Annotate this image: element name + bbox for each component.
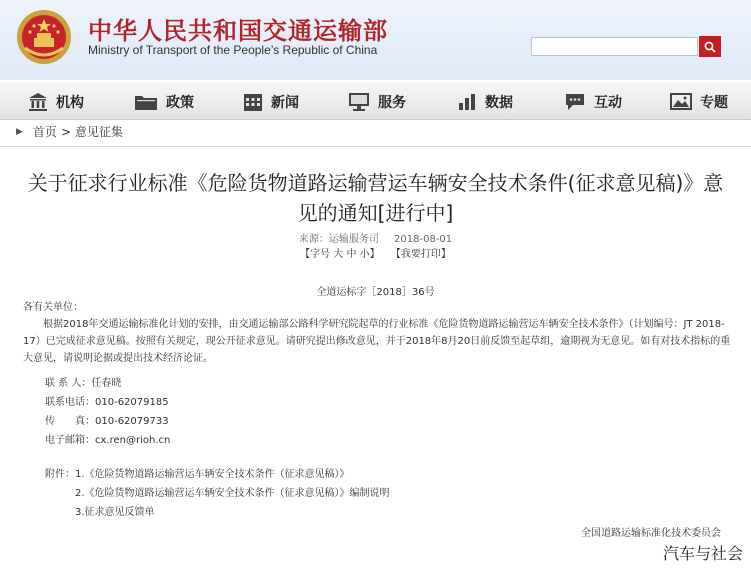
nav-label: 互动 bbox=[594, 95, 622, 111]
print-link[interactable]: 【我要打印】 bbox=[390, 249, 451, 260]
divider bbox=[0, 146, 751, 147]
nav-item-institution[interactable] bbox=[28, 90, 84, 114]
nav-label: 机构 bbox=[56, 95, 84, 111]
breadcrumb-home-link[interactable]: 首页 bbox=[32, 125, 57, 139]
chat-icon bbox=[564, 92, 586, 112]
building-icon bbox=[28, 92, 48, 112]
nav-label: 政策 bbox=[166, 95, 194, 111]
nav-label: 专题 bbox=[700, 95, 728, 111]
nav-item-policy[interactable] bbox=[134, 90, 194, 114]
issuer-signature: 全国道路运输标准化技术委员会 bbox=[581, 528, 721, 539]
national-emblem-icon[interactable] bbox=[15, 8, 73, 66]
nav-label: 数据 bbox=[485, 95, 513, 111]
breadcrumb-arrow-icon: ▶ bbox=[16, 126, 23, 137]
site-header bbox=[0, 0, 751, 80]
contact-phone: 联系电话：010-62079185 bbox=[45, 397, 169, 408]
site-subtitle: Ministry of Transport of the People’s Republic of China bbox=[88, 43, 378, 57]
site-title[interactable]: 中华人民共和国交通运输部 bbox=[88, 17, 388, 45]
monitor-icon bbox=[348, 92, 370, 112]
nav-item-data[interactable] bbox=[457, 90, 513, 114]
breadcrumb-separator: > bbox=[60, 124, 71, 139]
search-input[interactable] bbox=[531, 37, 698, 56]
font-size-toggle[interactable]: 【字号 大 中 小】 bbox=[300, 249, 380, 260]
salutation: 各有关单位： bbox=[23, 302, 83, 313]
article-source: 来源：运输服务司 bbox=[298, 234, 379, 245]
picture-icon bbox=[670, 92, 692, 112]
search-button[interactable] bbox=[699, 36, 721, 57]
calendar-grid-icon bbox=[243, 92, 263, 112]
breadcrumb-current-link[interactable]: 意见征集 bbox=[75, 125, 124, 139]
document-number: 全道运标字［2018］36号 bbox=[316, 287, 435, 298]
nav-item-interaction[interactable] bbox=[564, 90, 622, 114]
body-paragraph: 根据2018年交通运输标准化计划的安排，由交通运输部公路科学研究院起草的行业标准《危险货物道路运输营运车辆安全技术条件》（计划编号：JT 2018-17）已完成征求意见稿。按照有关规定，现公开征求意见。请研究提出修改意见，并于2018年8月20日前反馈至起草组，逾期视为无意见。如有对技术指标的重大意见，请说明论据或提出技术经济论证。 bbox=[23, 319, 731, 364]
article-tools bbox=[0, 245, 751, 260]
nav-item-special[interactable] bbox=[670, 90, 728, 114]
article-title: 关于征求行业标准《危险货物道路运输营运车辆安全技术条件(征求意见稿)》意见的通知[进行中] bbox=[27, 171, 724, 225]
contact-person: 联 系 人：任春晓 bbox=[45, 378, 122, 389]
search-icon bbox=[704, 41, 716, 53]
breadcrumb bbox=[16, 123, 123, 140]
article-meta bbox=[0, 230, 751, 245]
bar-chart-icon bbox=[457, 92, 477, 112]
contact-email: 电子邮箱：cx.ren@rioh.cn bbox=[45, 435, 171, 446]
folder-icon bbox=[134, 92, 158, 112]
nav-label: 服务 bbox=[378, 95, 406, 111]
main-nav bbox=[0, 82, 751, 120]
nav-label: 新闻 bbox=[271, 95, 299, 111]
contact-fax: 传 真：010-62079733 bbox=[45, 416, 169, 427]
nav-item-news[interactable] bbox=[243, 90, 299, 114]
attachment-2[interactable]: 2.《危险货物道路运输营运车辆安全技术条件（征求意见稿）》编制说明 bbox=[75, 488, 390, 499]
watermark: 汽车与社会 bbox=[662, 544, 743, 563]
nav-item-service[interactable] bbox=[348, 90, 406, 114]
attachment-1[interactable]: 附件：1.《危险货物道路运输营运车辆安全技术条件（征求意见稿）》 bbox=[45, 469, 350, 480]
article-date: 2018-08-01 bbox=[394, 234, 453, 245]
attachment-3[interactable]: 3.征求意见反馈单 bbox=[75, 507, 155, 518]
